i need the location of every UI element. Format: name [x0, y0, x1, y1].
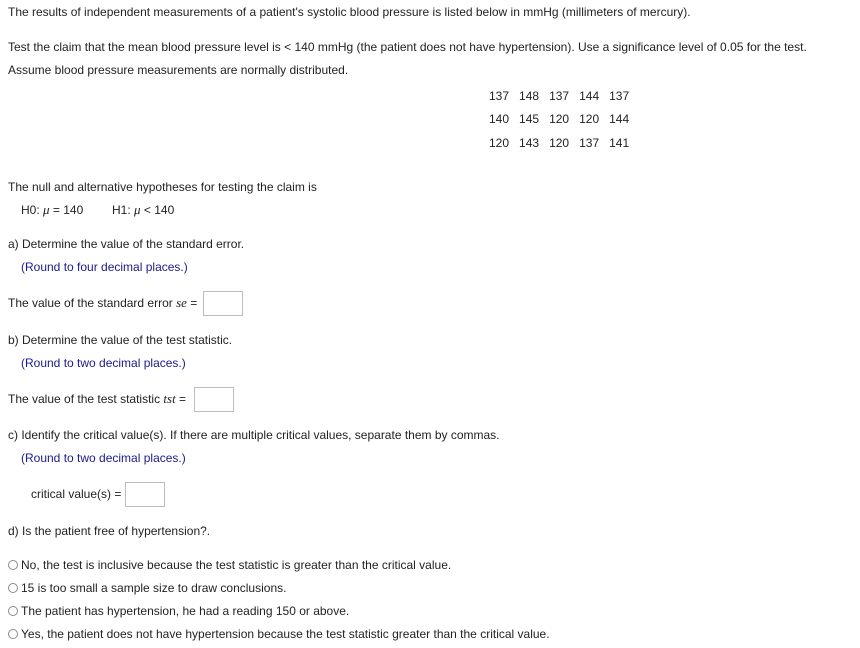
option-1-radio[interactable] [8, 560, 18, 570]
h1-label: H1: [112, 203, 135, 217]
data-table-cell: 120 [549, 135, 570, 150]
option-4-radio[interactable] [8, 629, 18, 639]
option-4-label[interactable]: Yes, the patient does not have hypertension because the test statistic greater than the critical value. [21, 627, 550, 641]
data-table-cell: 145 [519, 112, 540, 127]
part-c-question: c) Identify the critical value(s). If there are multiple critical values, separate them by commas. [8, 428, 500, 442]
part-c-rounding-note: (Round to two decimal places.) [21, 451, 186, 465]
mu-symbol: μ [43, 202, 50, 217]
test-statistic-label: The value of the test statistic tst = [8, 391, 187, 406]
tst-symbol: tst [163, 391, 176, 406]
option-3-radio[interactable] [8, 606, 18, 616]
h1-value: < 140 [140, 203, 175, 217]
data-table-cell: 144 [609, 112, 630, 127]
critical-value-label: critical value(s) = [31, 487, 122, 501]
test-statistic-input[interactable] [194, 387, 234, 412]
data-table-row [484, 108, 634, 132]
data-table-cell: 137 [609, 88, 630, 103]
data-table-cell: 120 [549, 112, 570, 127]
data-table-cell: 120 [489, 135, 510, 150]
hypotheses-intro: The null and alternative hypotheses for testing the claim is [8, 180, 317, 194]
option-3-label[interactable]: The patient has hypertension, he had a reading 150 or above. [21, 604, 350, 618]
data-table-cell: 141 [609, 135, 630, 150]
data-table-cell: 137 [549, 88, 570, 103]
blood-pressure-data-table [484, 84, 634, 155]
part-a-question: a) Determine the value of the standard error. [8, 237, 245, 251]
intro-text-line-3: Assume blood pressure measurements are normally distributed. [8, 63, 349, 77]
data-table-cell: 143 [519, 135, 540, 150]
data-table-cell: 144 [579, 88, 600, 103]
standard-error-label: The value of the standard error se = [8, 295, 198, 310]
intro-text-line-2: Test the claim that the mean blood pressure level is < 140 mmHg (the patient does not have hypertension). Use a significance level of 0.05 for the test. [8, 40, 807, 54]
critical-value-input[interactable] [125, 482, 165, 507]
part-b-question: b) Determine the value of the test statistic. [8, 333, 233, 347]
option-1-label[interactable]: No, the test is inclusive because the test statistic is greater than the critical value. [21, 558, 452, 572]
data-table-cell: 148 [519, 88, 540, 103]
h0-value: = 140 [49, 203, 84, 217]
part-a-rounding-note: (Round to four decimal places.) [21, 260, 188, 274]
option-2-label[interactable]: 15 is too small a sample size to draw conclusions. [21, 581, 287, 595]
data-table-row [484, 84, 634, 108]
data-table-cell: 137 [579, 135, 600, 150]
h0-label: H0: [21, 203, 44, 217]
option-2-radio[interactable] [8, 583, 18, 593]
data-table-cell: 137 [489, 88, 510, 103]
null-hypothesis [21, 202, 83, 218]
data-table-cell: 120 [579, 112, 600, 127]
data-table-cell: 140 [489, 112, 510, 127]
intro-text-line-1: The results of independent measurements of a patient's systolic blood pressure is listed below in mmHg (millimeters of mercury). [8, 5, 691, 19]
mu-symbol: μ [134, 202, 141, 217]
part-d-question: d) Is the patient free of hypertension?. [8, 524, 211, 538]
alternative-hypothesis [112, 202, 174, 218]
se-symbol: se [176, 295, 187, 310]
part-b-rounding-note: (Round to two decimal places.) [21, 356, 186, 370]
data-table-row [484, 131, 634, 155]
standard-error-input[interactable] [203, 291, 243, 316]
